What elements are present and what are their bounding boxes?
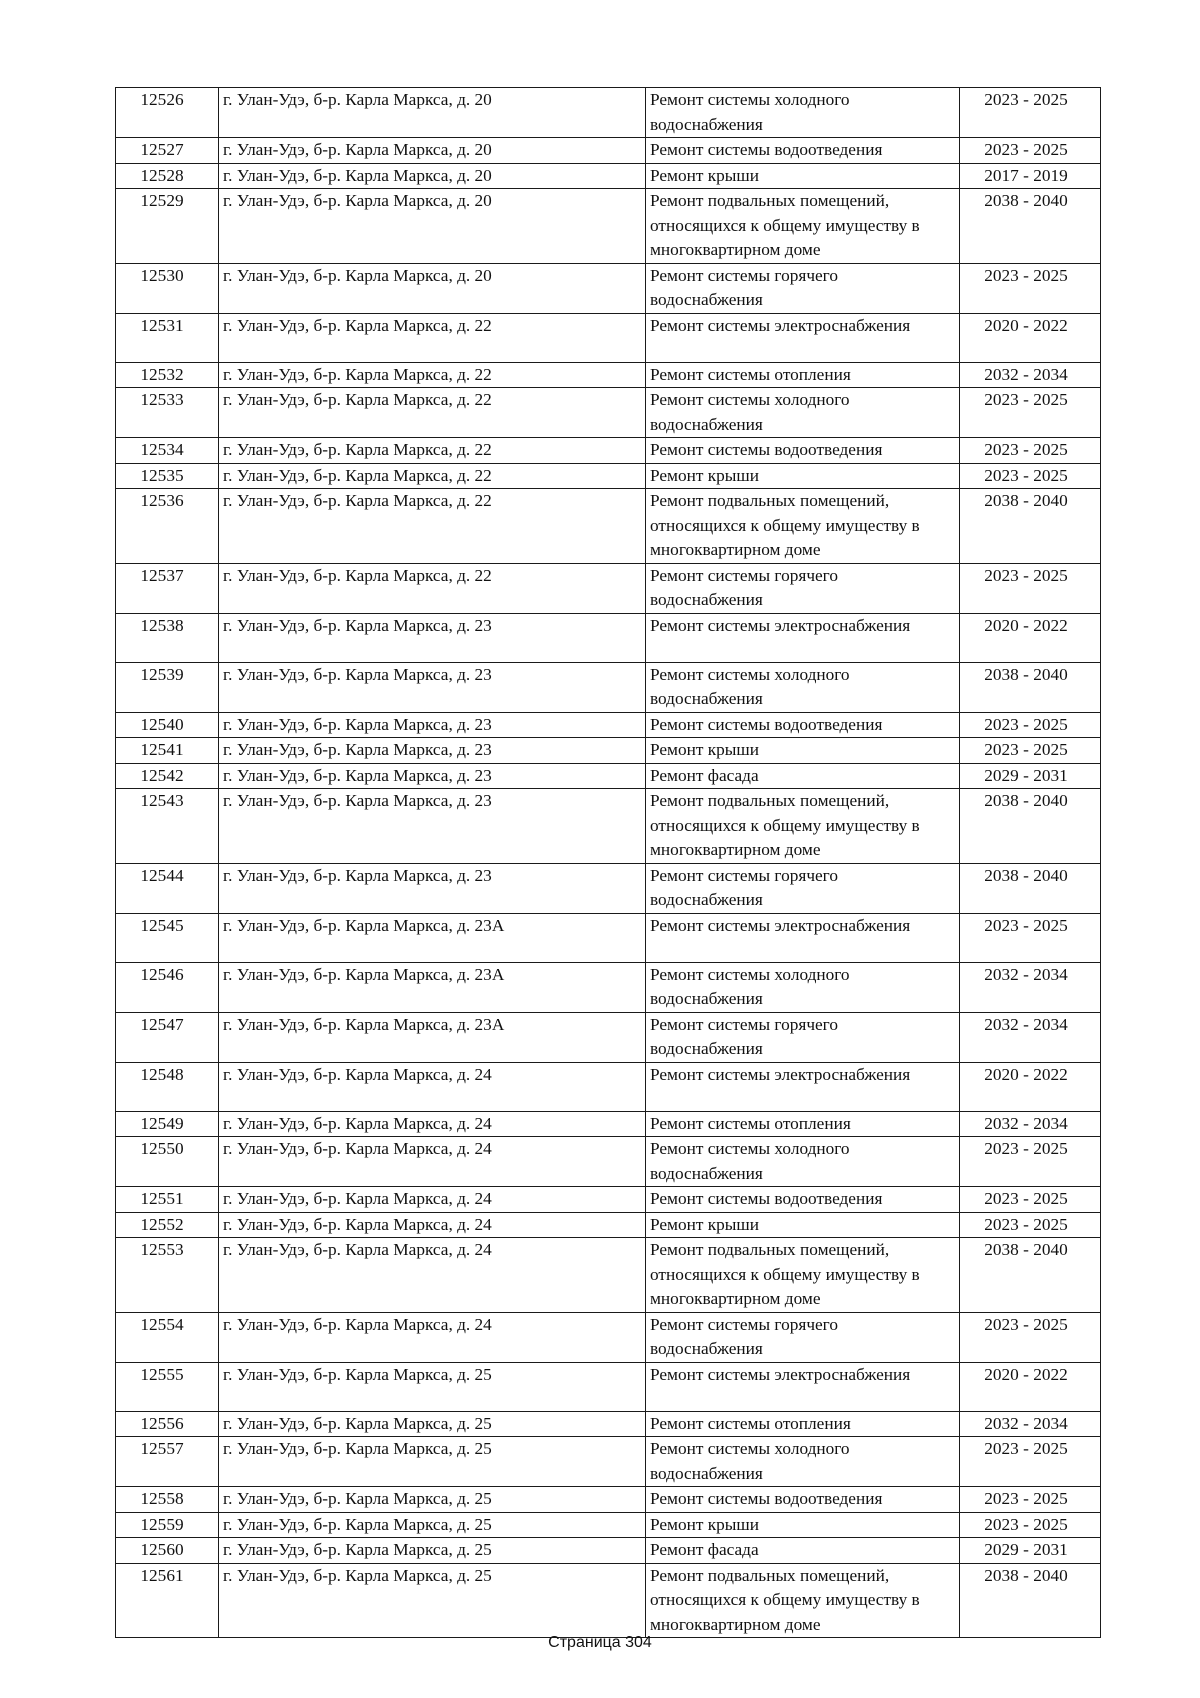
address-cell: г. Улан-Удэ, б-р. Карла Маркса, д. 20 bbox=[219, 189, 646, 264]
table-row bbox=[116, 662, 1101, 712]
address-cell: г. Улан-Удэ, б-р. Карла Маркса, д. 22 bbox=[219, 362, 646, 388]
period-cell: 2023 - 2025 bbox=[960, 1512, 1101, 1538]
address-cell: г. Улан-Удэ, б-р. Карла Маркса, д. 22 bbox=[219, 563, 646, 613]
address-cell: г. Улан-Удэ, б-р. Карла Маркса, д. 22 bbox=[219, 313, 646, 362]
work-type-cell: Ремонт системы горячего водоснабжения bbox=[646, 563, 960, 613]
work-type-cell: Ремонт фасада bbox=[646, 763, 960, 789]
address-cell: г. Улан-Удэ, б-р. Карла Маркса, д. 23 bbox=[219, 863, 646, 913]
period-cell: 2023 - 2025 bbox=[960, 1437, 1101, 1487]
address-cell: г. Улан-Удэ, б-р. Карла Маркса, д. 25 bbox=[219, 1487, 646, 1513]
row-number: 12526 bbox=[116, 88, 219, 138]
period-cell: 2023 - 2025 bbox=[960, 88, 1101, 138]
row-number: 12543 bbox=[116, 789, 219, 864]
table-row bbox=[116, 962, 1101, 1012]
row-number: 12536 bbox=[116, 489, 219, 564]
work-type-cell: Ремонт системы холодного водоснабжения bbox=[646, 662, 960, 712]
work-type-cell: Ремонт подвальных помещений, относящихся к общему имуществу в многоквартирном доме bbox=[646, 789, 960, 864]
row-number: 12556 bbox=[116, 1411, 219, 1437]
table-row bbox=[116, 863, 1101, 913]
table-row bbox=[116, 1487, 1101, 1513]
row-number: 12550 bbox=[116, 1137, 219, 1187]
table-row bbox=[116, 1312, 1101, 1362]
row-number: 12561 bbox=[116, 1563, 219, 1638]
work-type-cell: Ремонт системы холодного водоснабжения bbox=[646, 1437, 960, 1487]
row-number: 12528 bbox=[116, 163, 219, 189]
work-type-cell: Ремонт системы холодного водоснабжения bbox=[646, 962, 960, 1012]
row-number: 12554 bbox=[116, 1312, 219, 1362]
address-cell: г. Улан-Удэ, б-р. Карла Маркса, д. 25 bbox=[219, 1437, 646, 1487]
row-number: 12548 bbox=[116, 1062, 219, 1111]
work-type-cell: Ремонт подвальных помещений, относящихся к общему имуществу в многоквартирном доме bbox=[646, 489, 960, 564]
page-number: Страница 304 bbox=[548, 1634, 652, 1651]
address-cell: г. Улан-Удэ, б-р. Карла Маркса, д. 22 bbox=[219, 463, 646, 489]
work-type-cell: Ремонт системы горячего водоснабжения bbox=[646, 1012, 960, 1062]
address-cell: г. Улан-Удэ, б-р. Карла Маркса, д. 24 bbox=[219, 1187, 646, 1213]
address-cell: г. Улан-Удэ, б-р. Карла Маркса, д. 20 bbox=[219, 88, 646, 138]
period-cell: 2020 - 2022 bbox=[960, 613, 1101, 662]
address-cell: г. Улан-Удэ, б-р. Карла Маркса, д. 23 bbox=[219, 738, 646, 764]
address-cell: г. Улан-Удэ, б-р. Карла Маркса, д. 24 bbox=[219, 1062, 646, 1111]
period-cell: 2023 - 2025 bbox=[960, 263, 1101, 313]
period-cell: 2023 - 2025 bbox=[960, 738, 1101, 764]
address-cell: г. Улан-Удэ, б-р. Карла Маркса, д. 23А bbox=[219, 1012, 646, 1062]
table-row bbox=[116, 1012, 1101, 1062]
row-number: 12542 bbox=[116, 763, 219, 789]
address-cell: г. Улан-Удэ, б-р. Карла Маркса, д. 23А bbox=[219, 913, 646, 962]
period-cell: 2023 - 2025 bbox=[960, 138, 1101, 164]
period-cell: 2038 - 2040 bbox=[960, 1238, 1101, 1313]
table-row bbox=[116, 438, 1101, 464]
table-row bbox=[116, 1538, 1101, 1564]
period-cell: 2032 - 2034 bbox=[960, 1111, 1101, 1137]
work-type-cell: Ремонт системы горячего водоснабжения bbox=[646, 863, 960, 913]
period-cell: 2038 - 2040 bbox=[960, 863, 1101, 913]
row-number: 12529 bbox=[116, 189, 219, 264]
table-row bbox=[116, 189, 1101, 264]
work-type-cell: Ремонт подвальных помещений, относящихся к общему имуществу в многоквартирном доме bbox=[646, 189, 960, 264]
work-type-cell: Ремонт системы водоотведения bbox=[646, 438, 960, 464]
row-number: 12532 bbox=[116, 362, 219, 388]
period-cell: 2023 - 2025 bbox=[960, 913, 1101, 962]
address-cell: г. Улан-Удэ, б-р. Карла Маркса, д. 24 bbox=[219, 1137, 646, 1187]
table-row bbox=[116, 463, 1101, 489]
work-type-cell: Ремонт системы водоотведения bbox=[646, 138, 960, 164]
work-type-cell: Ремонт системы холодного водоснабжения bbox=[646, 88, 960, 138]
row-number: 12559 bbox=[116, 1512, 219, 1538]
work-type-cell: Ремонт системы горячего водоснабжения bbox=[646, 1312, 960, 1362]
period-cell: 2023 - 2025 bbox=[960, 1187, 1101, 1213]
work-type-cell: Ремонт крыши bbox=[646, 1212, 960, 1238]
row-number: 12560 bbox=[116, 1538, 219, 1564]
row-number: 12541 bbox=[116, 738, 219, 764]
period-cell: 2023 - 2025 bbox=[960, 1212, 1101, 1238]
row-number: 12538 bbox=[116, 613, 219, 662]
work-type-cell: Ремонт системы отопления bbox=[646, 1411, 960, 1437]
row-number: 12533 bbox=[116, 388, 219, 438]
period-cell: 2038 - 2040 bbox=[960, 189, 1101, 264]
address-cell: г. Улан-Удэ, б-р. Карла Маркса, д. 23 bbox=[219, 789, 646, 864]
period-cell: 2017 - 2019 bbox=[960, 163, 1101, 189]
row-number: 12537 bbox=[116, 563, 219, 613]
table-row bbox=[116, 1212, 1101, 1238]
table-row bbox=[116, 163, 1101, 189]
address-cell: г. Улан-Удэ, б-р. Карла Маркса, д. 25 bbox=[219, 1563, 646, 1638]
address-cell: г. Улан-Удэ, б-р. Карла Маркса, д. 23А bbox=[219, 962, 646, 1012]
work-type-cell: Ремонт системы отопления bbox=[646, 362, 960, 388]
period-cell: 2038 - 2040 bbox=[960, 789, 1101, 864]
table-row bbox=[116, 1062, 1101, 1111]
repair-schedule-table bbox=[115, 87, 1101, 1638]
address-cell: г. Улан-Удэ, б-р. Карла Маркса, д. 20 bbox=[219, 263, 646, 313]
address-cell: г. Улан-Удэ, б-р. Карла Маркса, д. 23 bbox=[219, 613, 646, 662]
work-type-cell: Ремонт крыши bbox=[646, 1512, 960, 1538]
row-number: 12549 bbox=[116, 1111, 219, 1137]
work-type-cell: Ремонт системы электроснабжения bbox=[646, 1362, 960, 1411]
table-body bbox=[116, 88, 1101, 1638]
work-type-cell: Ремонт системы электроснабжения bbox=[646, 313, 960, 362]
table-row bbox=[116, 362, 1101, 388]
table-row bbox=[116, 913, 1101, 962]
table-row bbox=[116, 738, 1101, 764]
row-number: 12555 bbox=[116, 1362, 219, 1411]
address-cell: г. Улан-Удэ, б-р. Карла Маркса, д. 24 bbox=[219, 1111, 646, 1137]
work-type-cell: Ремонт крыши bbox=[646, 463, 960, 489]
period-cell: 2023 - 2025 bbox=[960, 438, 1101, 464]
table-row bbox=[116, 1512, 1101, 1538]
row-number: 12535 bbox=[116, 463, 219, 489]
table-row bbox=[116, 563, 1101, 613]
row-number: 12544 bbox=[116, 863, 219, 913]
address-cell: г. Улан-Удэ, б-р. Карла Маркса, д. 23 bbox=[219, 662, 646, 712]
row-number: 12558 bbox=[116, 1487, 219, 1513]
address-cell: г. Улан-Удэ, б-р. Карла Маркса, д. 24 bbox=[219, 1238, 646, 1313]
address-cell: г. Улан-Удэ, б-р. Карла Маркса, д. 25 bbox=[219, 1538, 646, 1564]
address-cell: г. Улан-Удэ, б-р. Карла Маркса, д. 24 bbox=[219, 1212, 646, 1238]
work-type-cell: Ремонт системы электроснабжения bbox=[646, 1062, 960, 1111]
table-row bbox=[116, 1362, 1101, 1411]
row-number: 12539 bbox=[116, 662, 219, 712]
period-cell: 2032 - 2034 bbox=[960, 962, 1101, 1012]
period-cell: 2023 - 2025 bbox=[960, 1137, 1101, 1187]
table-row bbox=[116, 763, 1101, 789]
work-type-cell: Ремонт крыши bbox=[646, 738, 960, 764]
address-cell: г. Улан-Удэ, б-р. Карла Маркса, д. 20 bbox=[219, 138, 646, 164]
table-row bbox=[116, 138, 1101, 164]
period-cell: 2023 - 2025 bbox=[960, 388, 1101, 438]
address-cell: г. Улан-Удэ, б-р. Карла Маркса, д. 25 bbox=[219, 1362, 646, 1411]
work-type-cell: Ремонт системы электроснабжения bbox=[646, 613, 960, 662]
work-type-cell: Ремонт системы водоотведения bbox=[646, 1187, 960, 1213]
table-row bbox=[116, 1411, 1101, 1437]
address-cell: г. Улан-Удэ, б-р. Карла Маркса, д. 22 bbox=[219, 489, 646, 564]
address-cell: г. Улан-Удэ, б-р. Карла Маркса, д. 22 bbox=[219, 438, 646, 464]
address-cell: г. Улан-Удэ, б-р. Карла Маркса, д. 25 bbox=[219, 1512, 646, 1538]
table-row bbox=[116, 313, 1101, 362]
work-type-cell: Ремонт системы водоотведения bbox=[646, 1487, 960, 1513]
address-cell: г. Улан-Удэ, б-р. Карла Маркса, д. 23 bbox=[219, 712, 646, 738]
table-row bbox=[116, 789, 1101, 864]
period-cell: 2032 - 2034 bbox=[960, 1012, 1101, 1062]
row-number: 12531 bbox=[116, 313, 219, 362]
address-cell: г. Улан-Удэ, б-р. Карла Маркса, д. 22 bbox=[219, 388, 646, 438]
table-row bbox=[116, 489, 1101, 564]
row-number: 12534 bbox=[116, 438, 219, 464]
table-row bbox=[116, 1111, 1101, 1137]
work-type-cell: Ремонт подвальных помещений, относящихся к общему имуществу в многоквартирном доме bbox=[646, 1563, 960, 1638]
work-type-cell: Ремонт подвальных помещений, относящихся к общему имуществу в многоквартирном доме bbox=[646, 1238, 960, 1313]
row-number: 12552 bbox=[116, 1212, 219, 1238]
period-cell: 2020 - 2022 bbox=[960, 313, 1101, 362]
period-cell: 2023 - 2025 bbox=[960, 712, 1101, 738]
table-row bbox=[116, 613, 1101, 662]
work-type-cell: Ремонт системы горячего водоснабжения bbox=[646, 263, 960, 313]
period-cell: 2023 - 2025 bbox=[960, 463, 1101, 489]
row-number: 12553 bbox=[116, 1238, 219, 1313]
row-number: 12545 bbox=[116, 913, 219, 962]
table-row bbox=[116, 712, 1101, 738]
period-cell: 2038 - 2040 bbox=[960, 489, 1101, 564]
period-cell: 2038 - 2040 bbox=[960, 662, 1101, 712]
row-number: 12530 bbox=[116, 263, 219, 313]
table-row bbox=[116, 1437, 1101, 1487]
work-type-cell: Ремонт крыши bbox=[646, 163, 960, 189]
address-cell: г. Улан-Удэ, б-р. Карла Маркса, д. 23 bbox=[219, 763, 646, 789]
row-number: 12551 bbox=[116, 1187, 219, 1213]
work-type-cell: Ремонт системы водоотведения bbox=[646, 712, 960, 738]
period-cell: 2023 - 2025 bbox=[960, 1312, 1101, 1362]
row-number: 12540 bbox=[116, 712, 219, 738]
period-cell: 2032 - 2034 bbox=[960, 362, 1101, 388]
work-type-cell: Ремонт системы холодного водоснабжения bbox=[646, 388, 960, 438]
row-number: 12557 bbox=[116, 1437, 219, 1487]
period-cell: 2029 - 2031 bbox=[960, 1538, 1101, 1564]
work-type-cell: Ремонт системы электроснабжения bbox=[646, 913, 960, 962]
period-cell: 2029 - 2031 bbox=[960, 763, 1101, 789]
address-cell: г. Улан-Удэ, б-р. Карла Маркса, д. 24 bbox=[219, 1312, 646, 1362]
table-row bbox=[116, 1187, 1101, 1213]
row-number: 12546 bbox=[116, 962, 219, 1012]
work-type-cell: Ремонт системы отопления bbox=[646, 1111, 960, 1137]
table-row bbox=[116, 1137, 1101, 1187]
row-number: 12527 bbox=[116, 138, 219, 164]
table-row bbox=[116, 88, 1101, 138]
period-cell: 2023 - 2025 bbox=[960, 563, 1101, 613]
work-type-cell: Ремонт системы холодного водоснабжения bbox=[646, 1137, 960, 1187]
table-row bbox=[116, 263, 1101, 313]
period-cell: 2038 - 2040 bbox=[960, 1563, 1101, 1638]
address-cell: г. Улан-Удэ, б-р. Карла Маркса, д. 20 bbox=[219, 163, 646, 189]
table-row bbox=[116, 1563, 1101, 1638]
work-type-cell: Ремонт фасада bbox=[646, 1538, 960, 1564]
table-row bbox=[116, 1238, 1101, 1313]
period-cell: 2020 - 2022 bbox=[960, 1062, 1101, 1111]
period-cell: 2023 - 2025 bbox=[960, 1487, 1101, 1513]
row-number: 12547 bbox=[116, 1012, 219, 1062]
period-cell: 2020 - 2022 bbox=[960, 1362, 1101, 1411]
table-row bbox=[116, 388, 1101, 438]
address-cell: г. Улан-Удэ, б-р. Карла Маркса, д. 25 bbox=[219, 1411, 646, 1437]
period-cell: 2032 - 2034 bbox=[960, 1411, 1101, 1437]
